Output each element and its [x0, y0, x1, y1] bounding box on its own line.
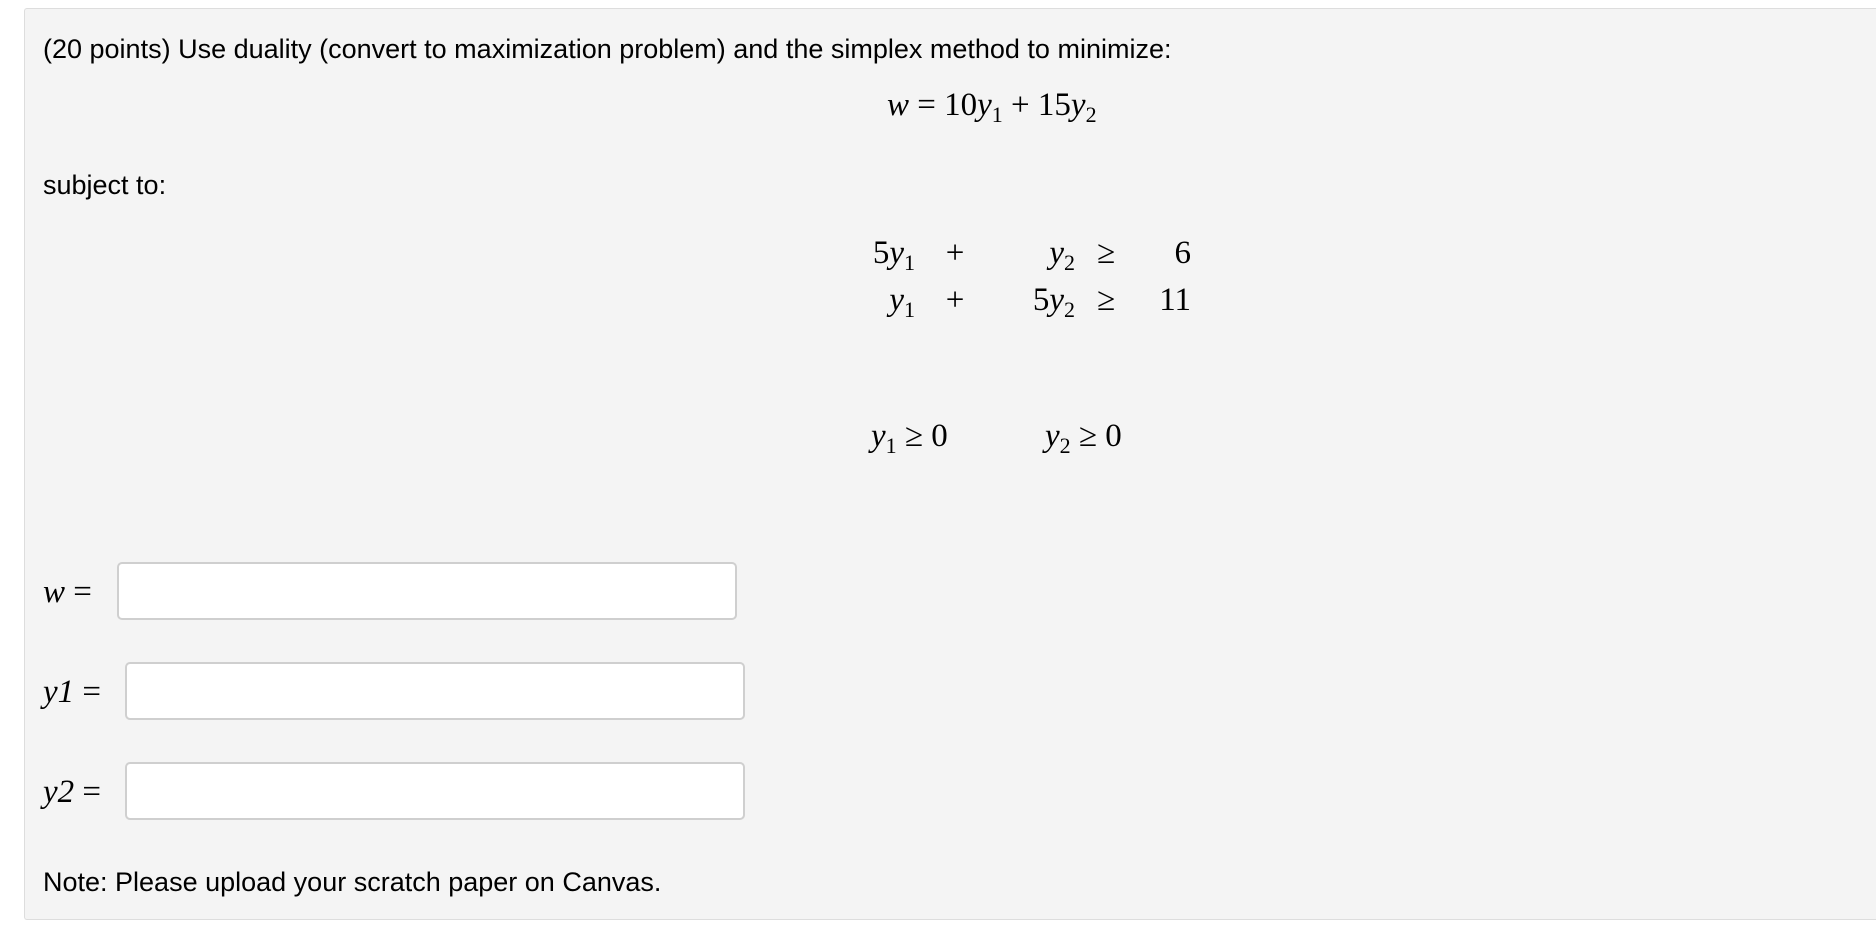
constraint-1-plus: + — [945, 235, 965, 271]
constraint-2-rhs: 11 — [1159, 282, 1191, 318]
y1-answer-input[interactable] — [125, 662, 745, 720]
constraint-1-term-2: $y_2$ — [1049, 235, 1075, 275]
objective-variable: w — [887, 87, 910, 123]
objective-function — [887, 85, 1097, 125]
objective-var-1: y — [977, 87, 992, 123]
nonneg-y1: $y_1 \ge 0$ — [871, 418, 948, 458]
y1-answer-label: y1 = — [43, 674, 102, 710]
constraint-2-relation: ≥ — [1096, 282, 1116, 318]
note-text: Note: Please upload your scratch paper on Canvas. — [43, 867, 662, 897]
subject-to-label: subject to: — [43, 170, 167, 200]
objective-var-2: y — [1070, 87, 1086, 123]
constraint-1-term-1: $5y_1$ — [872, 235, 915, 275]
constraint-1-rhs: 6 — [1174, 235, 1191, 271]
y2-answer-input[interactable] — [125, 762, 745, 820]
objective-coefficient-1: 10 — [944, 87, 978, 123]
nonneg-y2: $y_2 \ge 0$ — [1045, 418, 1122, 458]
objective-coefficient-2: 15 — [1037, 87, 1071, 123]
w-answer-label: w = — [43, 574, 92, 610]
constraint-2-term-1: $y_1$ — [889, 282, 915, 322]
objective-equals: = — [917, 87, 936, 123]
constraint-2-plus: + — [945, 282, 965, 318]
objective-sub-2: 2 — [1085, 102, 1097, 127]
question-panel — [24, 8, 1876, 920]
w-answer-input[interactable] — [117, 562, 737, 620]
constraint-2-term-2: $5y_2$ — [1032, 282, 1075, 322]
constraint-1-relation: ≥ — [1096, 235, 1116, 271]
objective-plus: + — [1011, 87, 1030, 123]
y2-answer-label: y2 = — [43, 774, 102, 810]
objective-sub-1: 1 — [991, 102, 1003, 127]
question-prompt: (20 points) Use duality (convert to maximization problem) and the simplex method to minimize: — [43, 34, 1172, 64]
